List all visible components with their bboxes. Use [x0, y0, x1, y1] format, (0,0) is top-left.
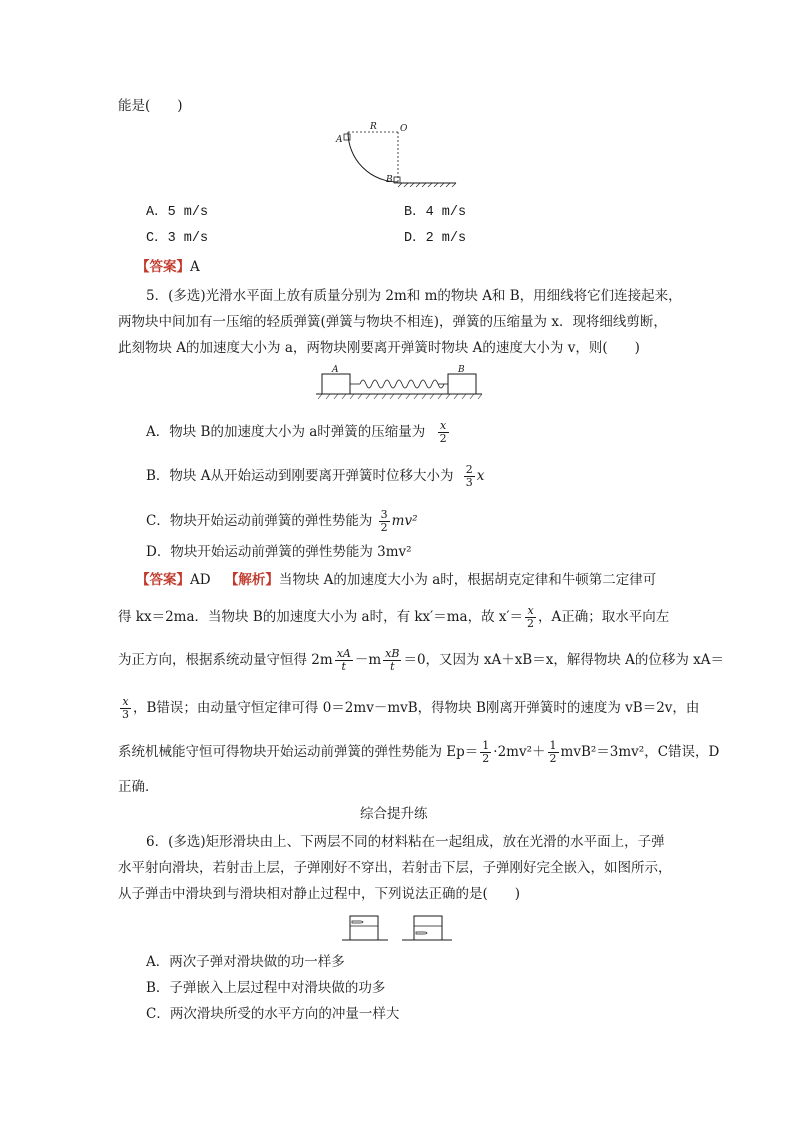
- q5-line2: 两物块中间加有一压缩的轻质弹簧(弹簧与物块不相连)，弹簧的压缩量为 x．现将细线剪断，: [118, 314, 667, 330]
- q6-line1: 6．(多选)矩形滑块由上、下两层不同的材料粘在一起组成，放在光滑的水平面上，子弹: [146, 834, 665, 850]
- q6-option-c: C．两次滑块所受的水平方向的冲量一样大: [146, 1006, 400, 1022]
- q6-line3: 从子弹击中滑块到与滑块相对静止过程中，下列说法正确的是( ): [118, 886, 521, 902]
- q6-figure: [340, 910, 460, 944]
- answer-value: A: [190, 259, 200, 275]
- label-a: A: [332, 365, 339, 375]
- q5-figure: [314, 364, 484, 408]
- label-b: B: [386, 175, 393, 185]
- q5-analysis-line3: 为正方向，根据系统动量守恒得 2m $\frac{xA}{t}$ －m $\frac{xB}{t}$ ＝0，又因为 xA＋xB＝x，解得物块 A的位移为 xA＝: [118, 647, 725, 673]
- label-a: A: [336, 135, 343, 145]
- q5-line1: 5．(多选)光滑水平面上放有质量分别为 2m和 m的物块 A和 B，用细线将它们连接起来，: [146, 288, 682, 304]
- answer-tag: 【答案】: [136, 259, 190, 275]
- q5-line3: 此刻物块 A的加速度大小为 a，两物块刚要离开弹簧时物块 A的速度大小为 v，则( ): [118, 340, 640, 356]
- q6-option-b: B．子弹嵌入上层过程中对滑块做的功多: [146, 980, 386, 996]
- q4-option-a: A．5 m/s: [146, 205, 209, 220]
- q4-option-c: C．3 m/s: [146, 231, 209, 246]
- q4-stem-tail: 能是( ): [118, 98, 183, 114]
- q5-analysis-line6: 正确．: [118, 779, 159, 795]
- q5-option-b: B．物块 A从开始运动到刚要离开弹簧时位移大小为 $\frac{2}{3}$ x: [146, 463, 485, 489]
- q5-analysis-line5: 系统机械能守恒可得物块开始运动前弹簧的弹性势能为 Ep＝ $\frac{1}{2}$ ·2mv²＋ $\frac{1}{2}$ mvB²＝3mv²，C错误，D: [118, 739, 720, 765]
- q5-option-c: C．物块开始运动前弹簧的弹性势能为 $\frac{3}{2}$ mv²: [146, 508, 418, 534]
- q4-option-b: B．4 m/s: [404, 205, 467, 220]
- label-o: O: [400, 124, 408, 134]
- section-title: 综合提升练: [360, 806, 428, 822]
- q5-answer: 【答案】AD 【解析】当物块 A的加速度大小为 a时，根据胡克定律和牛顿第二定律可: [136, 572, 657, 588]
- q5-option-d: D．物块开始运动前弹簧的弹性势能为 3mv²: [146, 544, 412, 560]
- q5-analysis-line2: 得 kx＝2ma．当物块 B的加速度大小为 a时，有 kx′＝ma，故 x′＝ $\frac{x}{2}$ ，A正确；取水平向左: [118, 604, 670, 630]
- label-r: R: [370, 122, 377, 132]
- q4-figure: [330, 120, 470, 195]
- q5-option-a: A．物块 B的加速度大小为 a时弹簧的压缩量为 $\frac{x}{2}$: [146, 419, 447, 445]
- label-b: B: [458, 365, 465, 375]
- q4-answer: [136, 257, 200, 277]
- q4-option-d: D．2 m/s: [404, 231, 467, 246]
- q5-analysis-line4: $\frac{x}{3}$ ，B错误；由动量守恒定律可得 0＝2mv－mvB，得物块 B刚离开弹簧时的速度为 vB＝2v，由: [122, 695, 700, 721]
- q6-option-a: A．两次子弹对滑块做的功一样多: [146, 954, 345, 970]
- q6-line2: 水平射向滑块，若射击上层，子弹刚好不穿出，若射击下层，子弹刚好完全嵌入，如图所示，: [118, 860, 672, 876]
